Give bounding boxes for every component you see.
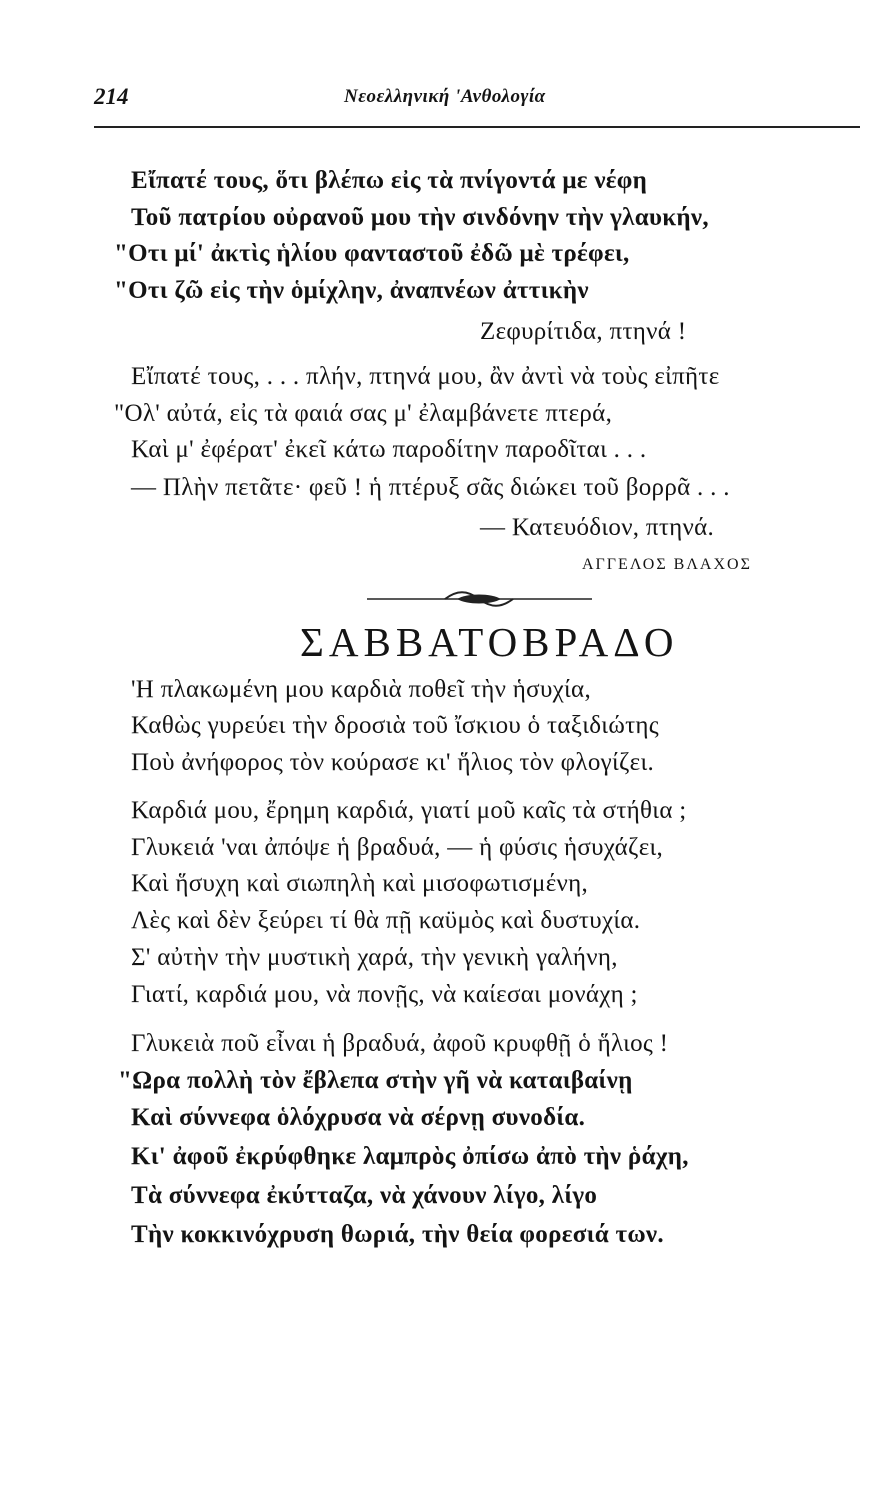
poem-line: "Οτι μί' ἀκτὶς ἡλίου φανταστοῦ ἐδῶ μὲ τρέφει, [114,240,630,267]
running-title: Νεοελληνική 'Ανθολογία [344,86,546,107]
poem-line: Τοῦ πατρίου οὐρανοῦ μου τὴν σινδόνην τὴν γλαυκήν, [131,204,709,231]
poem-line: Καὶ ἥσυχη καὶ σιωπηλὴ καὶ μισοφωτισμένη, [131,870,589,897]
poem-line: Ζεφυρίτιδα, πτηνά ! [480,318,687,345]
poem-line: Καὶ σύννεφα ὁλόχρυσα νὰ σέρνῃ συνοδία. [131,1104,586,1131]
ornament-divider [367,590,592,608]
header-rule [94,126,860,128]
poem-line: — Κατευόδιον, πτηνά. [480,514,715,541]
poem-line: Σ' αὐτὴν τὴν μυστικὴ χαρά, τὴν γενικὴ γαλήνη, [131,944,618,971]
poem-line: Γλυκειὰ ποῦ εἶναι ἡ βραδυά, ἀφοῦ κρυφθῇ ὁ ἥλιος ! [131,1030,669,1057]
poem-author: ΑΓΓΕΛΟΣ ΒΛΑΧΟΣ [582,556,752,573]
poem-line: Εἴπατέ τους, . . . πλήν, πτηνά μου, ἂν ἀντὶ νὰ τοὺς εἰπῆτε [131,363,720,390]
poem-line: Τὰ σύννεφα ἐκύτταζα, νὰ χάνουν λίγο, λίγο [131,1182,598,1209]
poem-title: ΣΑΒΒΑΤΟΒΡΑΔΟ [300,619,679,665]
poem-line: Καθὼς γυρεύει τὴν δροσιὰ τοῦ ἴσκιου ὁ ταξιδιώτης [131,712,660,739]
poem-line: Λὲς καὶ δὲν ξεύρει τί θὰ πῇ καϋμὸς καὶ δυστυχία. [131,907,641,934]
poem-line: Εἴπατέ τους, ὅτι βλέπω εἰς τὰ πνίγοντά με νέφη [131,167,648,194]
poem-line: Καρδιά μου, ἔρημη καρδιά, γιατί μοῦ καῖς τὰ στήθια ; [131,797,687,824]
poem-line: Ποὺ ἀνήφορος τὸν κούρασε κι' ἥλιος τὸν φλογίζει. [131,749,655,776]
poem-line: Κι' ἀφοῦ ἐκρύφθηκε λαμπρὸς ὀπίσω ἀπὸ τὴν ῥάχη, [131,1143,689,1170]
poem-line: Γιατί, καρδιά μου, νὰ πονῇς, νὰ καίεσαι μονάχη ; [131,981,638,1008]
poem-line: Καὶ μ' ἐφέρατ' ἐκεῖ κάτω παροδίτην παροδῖται . . . [131,436,647,463]
poem-line: "Ολ' αὐτά, εἰς τὰ φαιά σας μ' ἐλαμβάνετε πτερά, [114,400,613,427]
page-number: 214 [94,84,129,109]
page-header [94,84,834,124]
poem-line: 'Η πλακωμένη μου καρδιὰ ποθεῖ τὴν ἡσυχία, [131,676,591,703]
poem-line: Γλυκειά 'ναι ἀπόψε ἡ βραδυά, — ἡ φύσις ἡσυχάζει, [131,834,664,861]
poem-line: "Οτι ζῶ εἰς τὴν ὁμίχλην, ἀναπνέων ἀττικὴν [114,277,589,304]
poem-line: — Πλὴν πετᾶτε· φεῦ ! ἡ πτέρυξ σᾶς διώκει τοῦ βορρᾶ . . . [131,474,730,501]
poem-line: "Ωρα πολλὴ τὸν ἔβλεπα στὴν γῆ νὰ καταιβαίνῃ [118,1067,633,1094]
poem-line: Τὴν κοκκινόχρυση θωριά, τὴν θεία φορεσιά των. [131,1221,664,1248]
